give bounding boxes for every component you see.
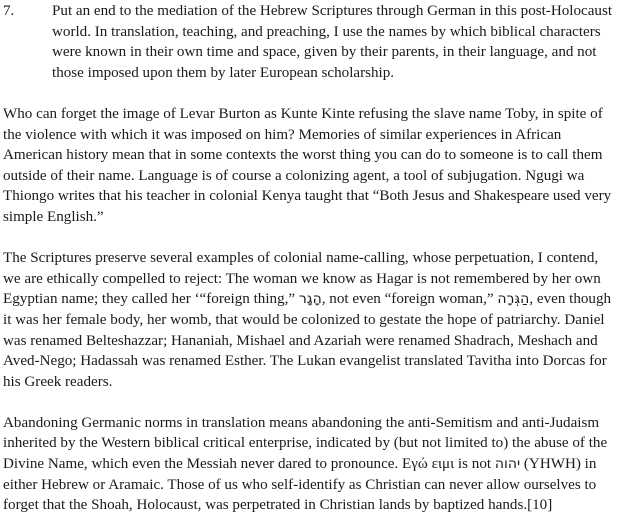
item-number: 7. [3,3,15,19]
hebrew-divine-name: יהוה [494,456,521,473]
footnote-link[interactable]: [10] [527,497,553,514]
paragraph-kunte-kinte: Who can forget the image of Levar Burton as Kunte Kinte refusing the slave name Toby, in spite of the violence with which it was imposed on him? Memories of similar experiences in African American history mean that in some contexts the worst thing you can do to someone is to call them outside of their name. Language is of course a colonizing agent, a tool of subjugation. Ngugi wa Thiongo writes that his teacher in colonial Kenya taught that “Both Jesus and Shakespeare used very simple English.” [3,105,612,225]
hebrew-hagar: הָגָר [298,291,322,308]
para2-text-c: , even though it was her female body, her womb, that would be colonized to gestate the hope of patriarchy. Daniel was renamed Belteshazzar; Hananiah, Mishael and Azariah were renamed Shadrach, Meshach and Aved-Nego; Hadassah was renamed Esther. The Lukan evangelist translated Tavitha into Dorcas for his Greek readers. [3,291,612,390]
paragraph-germanic-norms [3,413,619,516]
item-7-text: Put an end to the mediation of the Hebrew Scriptures through German in this post-Holocaust world. In translation, teaching, and preaching, I use the names by which biblical characters were known in their own time and space, given by their parents, in their language, and not those imposed upon them by later European scholarship. [52,3,613,81]
document-page [3,1,619,516]
hebrew-hagrah: הַגְּרָה [497,291,530,308]
numbered-item-7 [3,1,619,83]
para2-text-b: , not even “foreign woman,” [321,291,494,308]
para3-text-b: (YHWH) in either Hebrew or Aramaic. Those of us who self-identify as Christian can never allow ourselves to forget that the Shoah, Holocaust, was perpetrated in Christian lands by baptized hands. [3,456,597,514]
para2-text-a: The Scriptures preserve several examples of colonial name-calling, whose perpetuation, I contend, we are ethically compelled to reject: The woman we know as Hagar is not remembered by her own Egyptian name; they called her ‘“foreign thing,” [3,250,601,308]
para3-text-a: Abandoning Germanic norms in translation means abandoning the anti-Semitism and anti-Judaism inherited by the Western biblical critical enterprise, indicated by (but not limited to) the abuse of the Divine Name, which even the Messiah never dared to pronounce. Εγώ ειμι is not [3,414,608,473]
paragraph-colonial-name-calling [3,248,619,392]
